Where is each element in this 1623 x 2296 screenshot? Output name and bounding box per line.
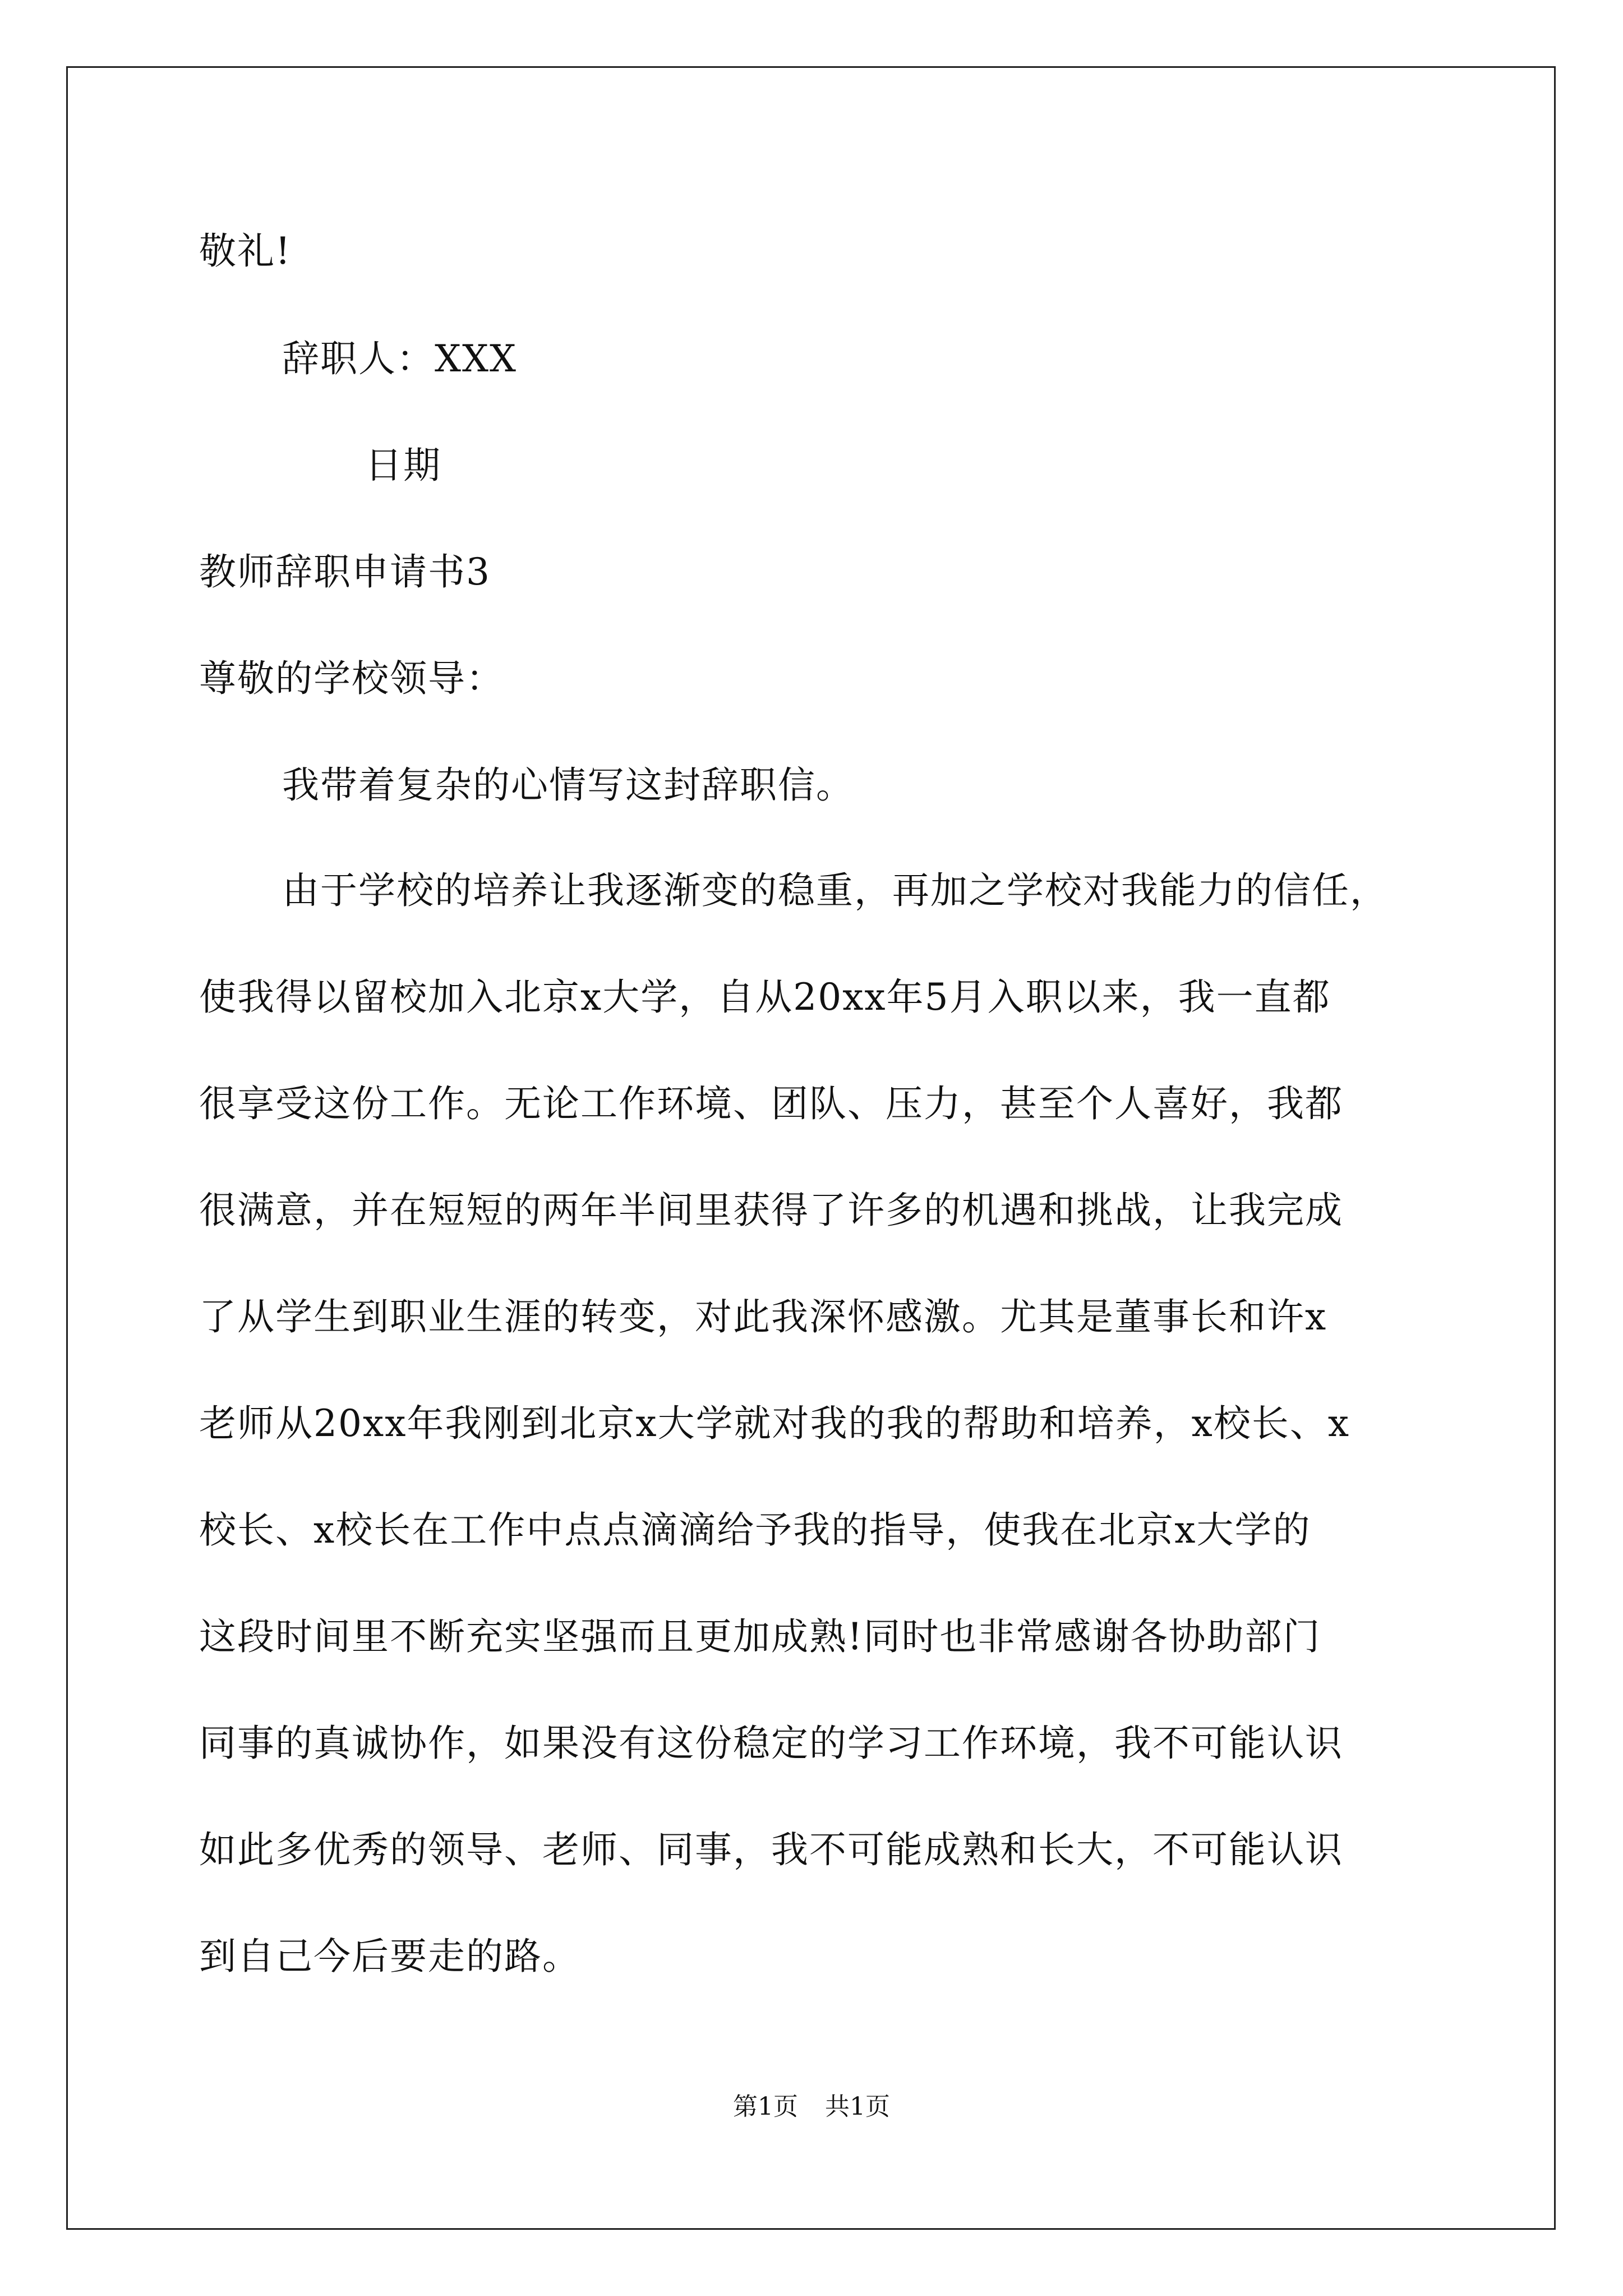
signer-line: 辞职人：XXX xyxy=(282,337,517,380)
paragraph-2-line: 由于学校的培养让我逐渐变的稳重，再加之学校对我能力的信任， xyxy=(282,869,1388,912)
page-border xyxy=(66,66,1556,2230)
paragraph-2-line: 很享受这份工作。无论工作环境、团队、压力，甚至个人喜好，我都 xyxy=(199,1082,1343,1125)
paragraph-2-line: 到自己今后要走的路。 xyxy=(199,1935,580,1978)
page-total: 共1页 xyxy=(825,2092,890,2121)
salutation: 尊敬的学校领导： xyxy=(199,657,504,700)
paragraph-2-line: 了从学生到职业生涯的转变，对此我深怀感激。尤其是董事长和许x xyxy=(199,1295,1327,1338)
paragraph-2-line: 校长、x校长在工作中点点滴滴给予我的指导，使我在北京x大学的 xyxy=(199,1508,1311,1552)
closing-text: 敬礼! xyxy=(199,229,292,273)
paragraph-2-line: 老师从20xx年我刚到北京x大学就对我的我的帮助和培养，x校长、x xyxy=(199,1402,1350,1445)
paragraph-2-line: 如此多优秀的领导、老师、同事，我不可能成熟和长大，不可能认识 xyxy=(199,1828,1343,1871)
paragraph-2-line: 使我得以留校加入北京x大学，自从20xx年5月入职以来，我一直都 xyxy=(199,976,1331,1019)
date-label: 日期 xyxy=(365,444,441,487)
paragraph-2-line: 这段时间里不断充实坚强而且更加成熟!同时也非常感谢各协助部门 xyxy=(199,1615,1321,1658)
paragraph-2-line: 很满意，并在短短的两年半间里获得了许多的机遇和挑战，让我完成 xyxy=(199,1189,1343,1232)
paragraph-2-line: 同事的真诚协作，如果没有这份稳定的学习工作环境，我不可能认识 xyxy=(199,1722,1343,1765)
page-footer xyxy=(0,2091,1623,2123)
section-title: 教师辞职申请书3 xyxy=(199,550,491,593)
paragraph-1: 我带着复杂的心情写这封辞职信。 xyxy=(282,763,854,807)
page-current: 第1页 xyxy=(733,2092,798,2121)
